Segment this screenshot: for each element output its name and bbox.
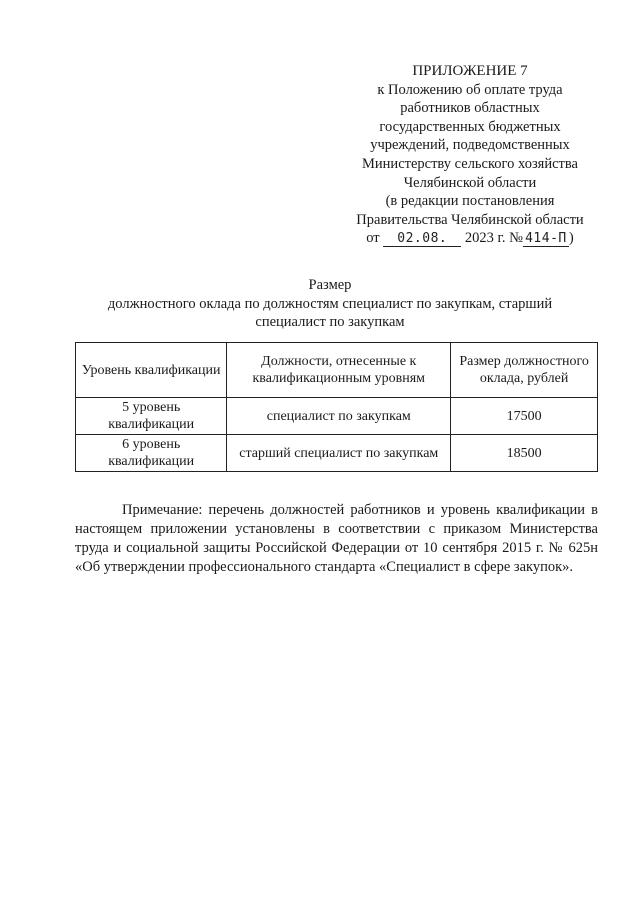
note-paragraph: Примечание: перечень должностей работников и уровень квалификации в настоящем приложении установлены в соответствии с приказом Министерства труда и социальной защиты Российской Федерации от 10 сентября 2015 г. № 625н «Об утверждении профессионального стандарта «Специалист в сфере закупок». — [75, 501, 598, 575]
number-close: ) — [568, 230, 574, 247]
appendix-title: ПРИЛОЖЕНИЕ 7 — [412, 63, 528, 79]
appendix-line-7: (в редакции постановления — [385, 193, 555, 210]
appendix-line-4: учреждений, подведомственных — [370, 137, 570, 154]
heading-line-3: специалист по закупкам — [255, 314, 405, 331]
number-value: 414-П — [523, 232, 569, 247]
appendix-line-6: Челябинской области — [403, 174, 537, 191]
cell-salary: 17500 — [451, 398, 598, 435]
cell-qualification: 5 уровень квалификации — [76, 398, 227, 435]
table-header-row — [76, 343, 598, 398]
header-qualification-level: Уровень квалификации — [76, 343, 227, 398]
date-suffix: 2023 г. № — [464, 230, 523, 247]
appendix-line-8: Правительства Челябинской области — [356, 211, 584, 228]
appendix-header — [340, 62, 600, 248]
table-row — [76, 398, 598, 435]
header-positions: Должности, отнесенные к квалификационным уровням — [227, 343, 451, 398]
cell-position: старший специалист по закупкам — [227, 435, 451, 472]
cell-salary: 18500 — [451, 435, 598, 472]
document-heading — [60, 276, 600, 332]
appendix-line-5: Министерству сельского хозяйства — [362, 155, 578, 172]
appendix-line-1: к Положению об оплате труда — [377, 81, 563, 98]
appendix-line-3: государственных бюджетных — [379, 118, 561, 135]
heading-line-1: Размер — [308, 277, 352, 293]
heading-line-2: должностного оклада по должностям специалист по закупкам, старший — [107, 295, 553, 312]
date-value: 02.08. — [383, 232, 461, 247]
header-salary-size: Размер должностного оклада, рублей — [451, 343, 598, 398]
appendix-line-2: работников областных — [400, 100, 540, 117]
appendix-date-line — [340, 229, 600, 248]
cell-position: специалист по закупкам — [227, 398, 451, 435]
salary-table — [75, 342, 598, 472]
cell-qualification: 6 уровень квалификации — [76, 435, 227, 472]
date-prefix: от — [366, 230, 380, 247]
table-row — [76, 435, 598, 472]
